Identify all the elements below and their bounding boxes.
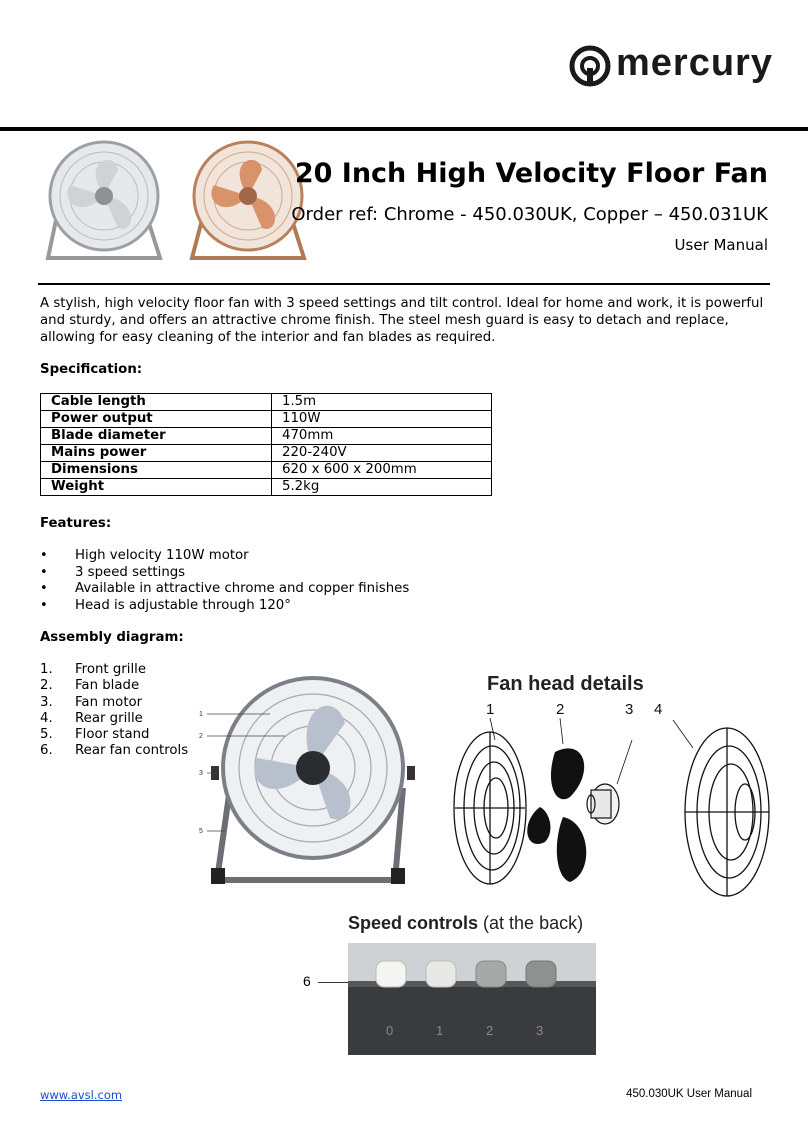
spec-value: 110W [272, 411, 492, 428]
spec-label: Dimensions [41, 462, 272, 479]
spec-value: 620 x 600 x 200mm [272, 462, 492, 479]
logo-text: mercury [616, 42, 773, 84]
feature-item: • Head is adjustable through 120° [40, 598, 409, 615]
spec-value: 220-240V [272, 445, 492, 462]
speed-controls-title-bold: Speed controls [348, 913, 479, 933]
assembly-item [40, 727, 188, 743]
spec-label: Power output [41, 411, 272, 428]
footer-website-link[interactable]: www.avsl.com [40, 1088, 123, 1102]
diagram-marker-2: 2 [199, 733, 203, 740]
diagram-marker-5: 5 [199, 828, 203, 835]
intro-paragraph: A stylish, high velocity floor fan with 3 speed settings and tilt control. Ideal for home and work, it is powerful and sturdy, and offers an attractive chrome finish. The steel mesh guard is easy to detach and replace, allowing for easy cleaning of the interior and fan blades as required. [40, 296, 764, 345]
product-images [40, 140, 312, 262]
assembly-item-number: 6. [40, 743, 53, 759]
knob-label-2: 2 [486, 1023, 494, 1038]
assembly-item-label: Floor stand [75, 727, 150, 743]
spec-row [41, 411, 492, 428]
spec-row [41, 428, 492, 445]
assembly-item-number: 3. [40, 694, 53, 710]
assembly-item [40, 711, 188, 727]
assembly-item-number: 2. [40, 678, 53, 694]
knob-label-3: 3 [536, 1023, 544, 1038]
chrome-fan-image [48, 142, 160, 258]
features-list [40, 548, 409, 614]
fan-head-number-2: 2 [556, 701, 565, 718]
mercury-logo-icon [568, 44, 612, 88]
spec-label: Mains power [41, 445, 272, 462]
assembly-item-number: 4. [40, 710, 53, 726]
assembly-item-label: Rear fan controls [75, 743, 189, 759]
spec-row [41, 445, 492, 462]
specification-table [40, 393, 492, 496]
fan-head-number-3: 3 [625, 701, 634, 718]
assembly-item-label: Rear grille [75, 710, 143, 726]
spec-value: 470mm [272, 428, 492, 445]
order-reference: Order ref: Chrome - 450.030UK, Copper – 450.031UK [291, 204, 768, 225]
feature-item: • High velocity 110W motor [40, 548, 409, 565]
speed-callout-number: 6 [303, 973, 311, 989]
fan-head-number-4: 4 [654, 701, 663, 718]
assembly-item [40, 743, 188, 759]
knob-label-0: 0 [386, 1023, 394, 1038]
assembly-heading: Assembly diagram: [40, 630, 184, 645]
diagram-marker-1: 1 [199, 711, 203, 718]
spec-row [41, 394, 492, 411]
spec-value: 1.5m [272, 394, 492, 411]
spec-label: Cable length [41, 394, 272, 411]
assembly-list [40, 662, 188, 760]
assembly-item-number: 1. [40, 662, 53, 677]
product-title: 20 Inch High Velocity Floor Fan [294, 158, 768, 189]
spec-row [41, 462, 492, 479]
feature-item: • Available in attractive chrome and copper finishes [40, 581, 409, 598]
features-heading: Features: [40, 516, 112, 531]
fan-head-details-title: Fan head details [487, 673, 644, 695]
assembly-item-number: 5. [40, 727, 53, 743]
diagram-marker-3: 3 [199, 770, 203, 777]
document-type: User Manual [674, 236, 768, 254]
assembly-item-label: Fan blade [75, 678, 140, 694]
spec-row [41, 479, 492, 496]
spec-label: Blade diameter [41, 428, 272, 445]
assembly-item-label: Front grille [75, 662, 147, 677]
speed-controls-title [348, 913, 583, 934]
assembly-item [40, 695, 188, 711]
spec-value: 5.2kg [272, 479, 492, 496]
knob-label-1: 1 [436, 1023, 444, 1038]
speed-controls-title-rest: (at the back) [478, 913, 584, 933]
speed-controls-image [348, 943, 596, 1055]
specification-heading: Specification: [40, 362, 143, 377]
spec-label: Weight [41, 479, 272, 496]
feature-item: • 3 speed settings [40, 565, 409, 582]
assembly-fan-image [195, 668, 435, 893]
assembly-item-label: Fan motor [75, 694, 143, 710]
footer-doc-ref: 450.030UK User Manual [626, 1088, 752, 1100]
assembly-item [40, 678, 188, 694]
fan-head-number-1: 1 [486, 701, 495, 718]
fan-head-parts-image [445, 712, 775, 902]
copper-fan-image [192, 142, 304, 258]
assembly-item [40, 662, 188, 678]
header-rule [0, 127, 808, 131]
mercury-logo [568, 40, 773, 90]
title-rule [38, 283, 770, 285]
